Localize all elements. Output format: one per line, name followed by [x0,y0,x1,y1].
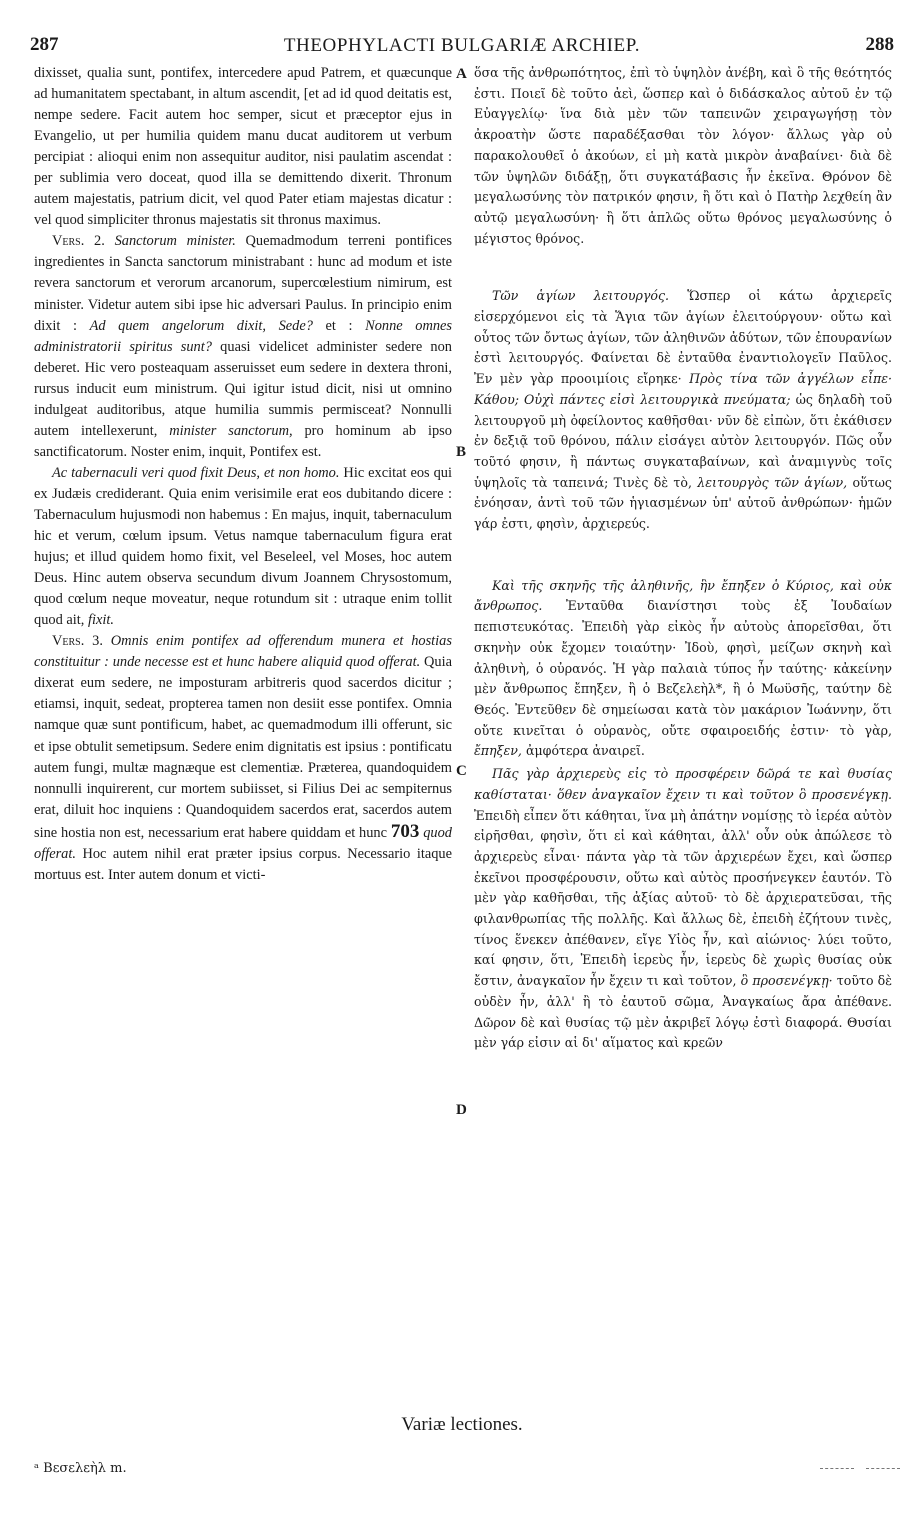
lemma: Sanctorum minister. [114,233,236,250]
latin-text: pro hominum ab ipso sanctificatorum. Noster enim, inquit, Pontifex est. [34,422,452,460]
greek-text: τοῦτο δὲ οὐδὲν ἦν, ἀλλ' ἢ τὸ ἑαυτοῦ σῶμα, Ἀναγκαίως ἄρα ἀπέθανε. Δῶρον δὲ καὶ θυσίας τῷ μὲν ἀκριβεῖ λόγῳ ἐστὶ διαφορά. Θυσίαι μὲν γάρ εἰσιν αἱ δι' αἵματος καὶ κρεῶν [474,973,892,1051]
latin-text: Quemadmodum terreni pontifices ingredientes in Sancta sanctorum ministrabant : hunc ad modum et iste revera sanctorum et verorum arcanorum, supercœlestium nimirum, est minister. Videtur autem sibi ipse hic adversari Paulus. In principio enim dixit : [34,233,452,334]
quotation: Ad quem angelorum dixit, Sede? [89,317,313,334]
lemma: Ac tabernaculi veri quod fixit Deus, et non homo. [52,464,340,481]
margin-marker-b: B [456,444,467,460]
greek-text: οὕτως ἐνόησαν, ἀντὶ τοῦ τῶν ἡγιασμένων ὑπ' αὐτοῦ ἀνθρώπων· ἡμῶν γάρ ἐστι, φησὶν, ἀρχιερεύς. [474,474,892,532]
margin-marker-c: C [456,763,467,779]
latin-paragraph [34,463,452,631]
latin-column [34,63,452,886]
greek-text: ὡς δηλαδὴ τοῦ λειτουργοῦ μὴ ὀφείλοντος καθῆσθαι· νῦν δὲ εἰπὼν, ὅτι ἐκάθισεν ἐν δεξιᾷ τοῦ θρόνου, πάλιν εἰσάγει αὐτὸν λειτουργόν. Πῶς οὖν τοῦτό φησιν, ἢ πάντως συγκαταβαίνων, καὶ ἀναμιγνὺς τοῖς ὑψηλοῖς τὰ ταπεινά; Τινὲς δὲ τὸ, [474,391,892,490]
greek-paragraph: ὅσα τῆς ἀνθρωπότητος, ἐπὶ τὸ ὑψηλὸν ἀνέβη, καὶ ὃ τῆς θεότητός ἐστι. Ποιεῖ δὲ τοῦτο ἀεὶ, ὥσπερ καὶ ὁ διδάσκαλος αὐτοῦ ἐν τῷ Εὐαγγελίῳ· ἵνα διὰ μὲν τῶν ταπεινῶν χειραγωγήσῃ τὸν ἀκροατὴν ὥστε παραδέξασθαι τὸν λόγον· ἄλλως γὰρ οὐ παρακολουθεῖ ὁ ἀκούων, εἰ μὴ κατὰ μικρὸν ἀναβαίνει· διὰ δὲ τῶν ὑψηλῶν διδάξῃ, ὅτι συγκατάβασις ἦν ἐκεῖνα. Θρόνον δὲ μεγαλωσύνης τὸν πατρικόν φησιν, ἢ ὅτι καὶ ὁ Πατὴρ λεχθείη ἂν αὐτῷ μεγαλωσύνη· ἢ ὅτι ἁπλῶς οὕτω θρόνος μεγαλωσύνης ὁ μέγιστος θρόνος. [474,65,892,246]
variae-lectiones-heading: Variæ lectiones. [401,1414,523,1435]
margin-marker-d: D [456,1102,467,1118]
latin-paragraph [34,631,452,886]
footnote-rule [820,1468,854,1469]
verse-label: Vers. 3. [52,633,103,650]
latin-text: Hic excitat eos qui ex Judæis crediderant. Quia enim verisimile erat eos dubitando dicere : Tabernaculum hujusmodi non habemus : En majus, inquit, tabernaculum hic et verum, cœlum ipsum. Vetus namque tabernaculum figura erat hujus; et illud quidem homo fixit, vel Beseleel, vel Moses, hoc autem Deus. Hinc autem observa secundum divum Joannem Chrysostomum, quod cœlum neque moveatur, neque rotundum sit : utraque enim tollit quod ait, [34,464,452,629]
quotation: ἔπηξεν, [474,743,522,759]
page-number-left: 287 [30,34,59,55]
column-number: 703 [390,820,420,842]
page-number-right: 288 [865,34,894,55]
latin-paragraph: dixisset, qualia sunt, pontifex, intercedere apud Patrem, et quæcunque ad humanitatem spectabant, in altum ascendit, [et ad id quod deitatis est, nempe sedere. Facit autem hoc semper, sicut et præceptor ejus in Evangelio, ut per humilia quidem manu ducat auditorem ut verbum percipiat : alioqui enim non assequitur auditor, nisi paulatim ascendat : per sublimia vero doceat, quod illa se demittendo dixerit. Thronum autem majestatis, patrium dicit, vel quod Pater etiam majestas dicatur : vel quod simpliciter thronus majestatis sit thronus maximus. [34,65,452,229]
lemma: Omnis enim pontifex ad offerendum munera et hostias constituitur : unde necesse est et hunc habere aliquid quod offerat. [34,633,452,671]
verse-label: Vers. 2. [52,233,105,250]
quotation: fixit. [87,612,114,629]
greek-paragraph [474,764,892,1054]
lemma: Καὶ τῆς σκηνῆς τῆς ἀληθινῆς, ἣν ἔπηξεν ὁ Κύριος, καὶ οὐκ ἄνθρωπος. [474,577,892,614]
quotation: minister sanctorum, [169,422,293,439]
quotation: Nonne omnes administratorii spiritus sunt? [34,317,453,355]
quotation: ὃ προσενέγκῃ· [740,973,833,989]
quotation: λειτουργὸς τῶν ἁγίων, [697,474,848,490]
latin-text: Hoc autem nihil erat præter ipsius corpus. Necessario itaque mortuus est. Inter autem donum et victi- [34,845,452,883]
greek-paragraph [474,576,892,762]
greek-text: ἀμφότερα ἀναιρεῖ. [525,743,645,759]
greek-paragraph [474,286,892,534]
margin-marker-a: A [456,66,467,82]
greek-text: Ἐνταῦθα διανίστησι τοὺς ἐξ Ἰουδαίων πεπιστευκότας. Ἐπειδὴ γὰρ εἰκὸς ἦν αὐτοὺς ἀπορεῖσθαι, ὅτι σκηνὴν οὐκ ἔχομεν τοιαύτην· Ἰδοὺ, φησὶ, μείζων σκηνὴ καὶ ἀληθινὴ, ὁ οὐρανός. Ἡ γὰρ παλαιὰ τύπος ἦν ταύτης· κἀκείνην μὲν ἄνθρωπος ἔπηξεν, ἢ ὁ Βεζελεὴλ*, ἢ ὁ Μωϋσῆς, ταύτην δὲ Θεός. Ἐντεῦθεν δὲ σημείωσαι κατὰ τὸν μακάριον Ἰωάννην, ὅτι οὔτε κινεῖται ὁ οὐρανὸς, οὔτε σφαιροειδής ἐστιν· τὸ γὰρ, [474,598,892,738]
greek-column [474,63,892,1054]
latin-paragraph [34,231,452,463]
lemma: Πᾶς γὰρ ἀρχιερεὺς εἰς τὸ προσφέρειν δῶρά τε καὶ θυσίας καθίσταται· ὅθεν ἀναγκαῖον ἔχειν τι καὶ τοῦτον ὃ προσενέγκῃ. [474,766,892,802]
lemma: Τῶν ἁγίων λειτουργός. [492,288,670,304]
greek-text: Ἐπειδὴ εἶπεν ὅτι κάθηται, ἵνα μὴ ἀπάτην νομίσῃς τὸ ἱερέα αὐτὸν εἰρῆσθαι, φησὶν, ὅτι εἰ καὶ κάθηται, ἀλλ' οὖν οὐκ ἀπώλεσε τὸ ἀρχιερεὺς εἶναι· πάντα γὰρ τὰ τῶν ἀρχιερέων ἔχει, καὶ ὥσπερ ἐκεῖνοι προσφέρουσιν, οὕτω καὶ αὐτὸς προσήνεγκεν ἑαυτόν. Τὸ μὲν γὰρ καθῆσθαι, τῆς ἀξίας αὐτοῦ· τὸ δὲ ἀρχιερατεῦσαι, τῆς φιλανθρωπίας τῆς πολλῆς. Καὶ ἄλλως δὲ, ἐπειδὴ ἐζήτουν τινὲς, τίνος ἕνεκεν ἀπέθανεν, εἴγε Υἱὸς ἦν, καὶ αἰώνιος· λύει τοῦτο, καί φησιν, ὅτι, Ἐπειδὴ ἱερεὺς ἦν, ἱερεὺς δὲ χωρὶς θυσίας οὐκ ἔστιν, ἀναγκαῖον ἦν ἔχειν τι καὶ τοῦτον, [474,807,892,989]
latin-text: Quia dixerat eum sedere, ne imposturam arbitreris quod sacerdos dicitur ; etiamsi, inquit, sedeat, propterea tamen non desiit esse pontifex. Omnia namque quæ sunt pontificum, habet, ac quemadmodum illi offerunt, sic et ipse obtulit semetipsum. Sedere enim dignitatis est ipsius : pontificatu autem fungi, multæ magnæque est clementiæ. Præterea, quandoquidem nonnulli inquirerent, cur mortem subiisset, si Filius Dei ac sempiternus erat, diluit hoc inquiens : Quandoquidem sacerdos erat, sacerdos autem sine hostia non est, necessarium erat habere quiddam et hunc [34,654,452,841]
running-header [30,34,894,60]
quotation: quod offerat. [34,824,452,862]
greek-text: Ὥσπερ οἱ κάτω ἀρχιερεῖς εἰσερχόμενοι εἰς τὰ Ἅγια τῶν ἁγίων ἐλειτούργουν· οὕτω καὶ οὗτος τῶν ὄντως ἁγίων, τῶν ἀληθινῶν ἀδύτων, τῶν ἐπουρανίων ἐστὶ λειτουργός. Φαίνεται δὲ ἐνταῦθα ἐναντιολογεῖν Παῦλος. Ἐν μὲν γὰρ προοιμίοις εἴρηκε· [474,288,892,387]
footnote-rule [866,1468,900,1469]
latin-text: quasi videlicet administer sedere non deberet. Hic vero posteaquam asseruisset eum sedere in dextera throni, rursus inducit eum ministrum. Qui igitur istud dicit, nisi ut omnino indulgeat auditoribus, atque humilia summis permisceat? Nonnulli autem intellexerunt, [34,338,452,439]
quotation: Πρὸς τίνα τῶν ἀγγέλων εἶπε· Κάθου; Οὐχὶ πάντες εἰσὶ λειτουργικὰ πνεύματα; [474,371,892,407]
footnote: ᵃ Βεσελεὴλ m. [34,1461,127,1476]
latin-text: et : [325,317,353,334]
running-head-title: THEOPHYLACTI BULGARIÆ ARCHIEP. [283,35,641,56]
